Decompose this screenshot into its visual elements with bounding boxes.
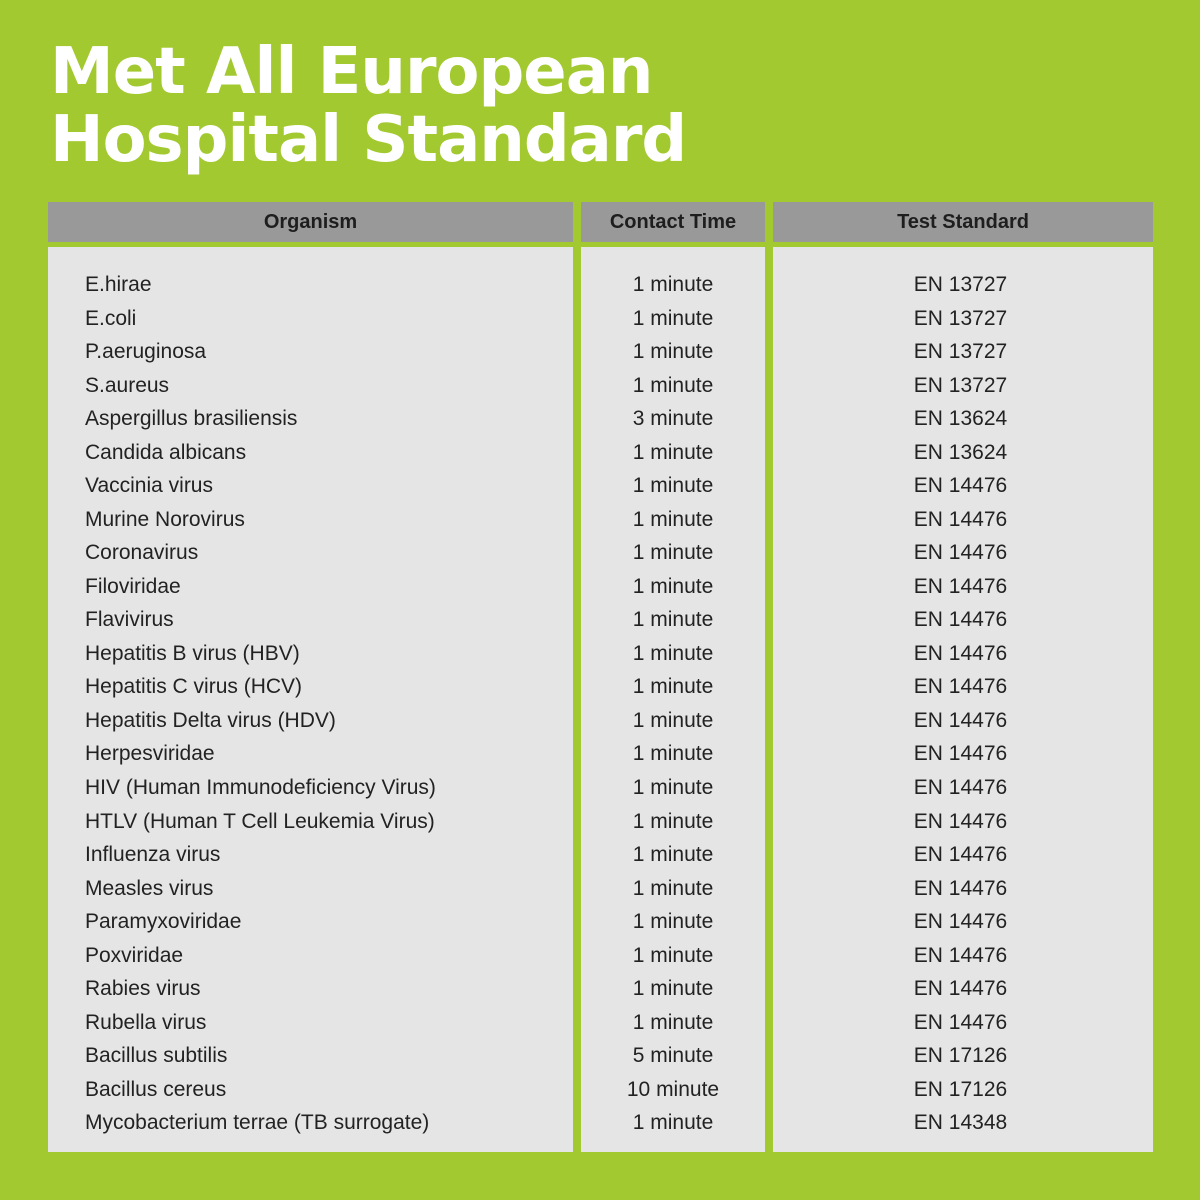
organism-cell: HIV (Human Immunodeficiency Virus) xyxy=(85,775,436,799)
contact-time-cell: 1 minute xyxy=(632,809,714,833)
organism-column xyxy=(48,202,573,1152)
test-standard-cell: EN 14476 xyxy=(913,708,1008,732)
organism-cell: Vaccinia virus xyxy=(85,474,213,498)
contact-time-header: Contact Time xyxy=(581,202,765,242)
contact-time-cell: 1 minute xyxy=(632,373,714,397)
contact-time-cell: 1 minute xyxy=(632,574,714,598)
test-standard-cell: EN 14476 xyxy=(913,977,1008,1001)
contact-time-cell: 1 minute xyxy=(632,273,714,296)
organism-list xyxy=(48,247,573,1152)
organism-cell: Influenza virus xyxy=(85,843,221,867)
contact-time-cell: 1 minute xyxy=(632,641,714,665)
contact-time-cell: 1 minute xyxy=(632,306,714,330)
organism-cell: Aspergillus brasiliensis xyxy=(85,407,298,431)
contact-time-cell: 1 minute xyxy=(632,608,714,632)
contact-time-cell: 1 minute xyxy=(632,1111,714,1135)
test-standard-cell: EN 14476 xyxy=(913,809,1008,833)
contact-time-cell: 1 minute xyxy=(632,675,714,699)
organism-cell: Paramyxoviridae xyxy=(85,910,242,934)
test-standard-cell: EN 14476 xyxy=(913,641,1008,665)
test-standard-cell: EN 17126 xyxy=(913,1044,1008,1068)
contact-time-list xyxy=(581,247,765,1152)
contact-time-cell: 5 minute xyxy=(632,1044,714,1068)
organism-cell: Measles virus xyxy=(85,876,214,900)
organism-header: Organism xyxy=(48,202,573,242)
test-standard-cell: EN 14476 xyxy=(913,507,1008,531)
organism-cell: P.aeruginosa xyxy=(85,340,207,364)
contact-time-cell: 1 minute xyxy=(632,541,714,565)
test-standard-cell: EN 14476 xyxy=(913,843,1008,867)
organism-cell: E.hirae xyxy=(85,273,152,296)
contact-time-cell: 1 minute xyxy=(632,943,714,967)
test-standard-cell: EN 14476 xyxy=(913,910,1008,934)
test-standard-cell: EN 14476 xyxy=(913,608,1008,632)
test-standard-cell: EN 14476 xyxy=(913,775,1008,799)
page-title-line-1: Met All European xyxy=(50,35,653,109)
contact-time-cell: 1 minute xyxy=(632,440,714,464)
organism-cell: Rabies virus xyxy=(85,977,201,1001)
test-standard-cell: EN 14476 xyxy=(913,943,1008,967)
test-standard-cell: EN 14476 xyxy=(913,541,1008,565)
test-standard-cell: EN 14476 xyxy=(913,742,1008,766)
organism-cell: Hepatitis Delta virus (HDV) xyxy=(85,708,336,732)
contact-time-cell: 1 minute xyxy=(632,775,714,799)
organism-cell: Herpesviridae xyxy=(85,742,215,766)
test-standard-list xyxy=(773,247,1153,1152)
test-standard-cell: EN 14476 xyxy=(913,1010,1008,1034)
organism-cell: S.aureus xyxy=(85,373,170,397)
page-title xyxy=(50,35,687,177)
organism-cell: Hepatitis B virus (HBV) xyxy=(85,641,300,665)
organism-cell: Bacillus subtilis xyxy=(85,1044,228,1068)
test-standard-cell: EN 14476 xyxy=(913,876,1008,900)
test-standard-cell: EN 13727 xyxy=(913,340,1008,364)
organism-cell: HTLV (Human T Cell Leukemia Virus) xyxy=(85,809,435,833)
organism-cell: Murine Norovirus xyxy=(85,507,245,531)
test-standard-cell: EN 13624 xyxy=(913,407,1008,431)
test-standard-cell: EN 13727 xyxy=(913,373,1008,397)
organism-cell: E.coli xyxy=(85,306,137,330)
page-title-line-2: Hospital Standard xyxy=(50,103,687,177)
test-standard-cell: EN 14476 xyxy=(913,574,1008,598)
contact-time-cell: 1 minute xyxy=(632,474,714,498)
test-standard-cell: EN 14476 xyxy=(913,675,1008,699)
organism-cell: Candida albicans xyxy=(85,440,247,464)
test-standard-column xyxy=(773,202,1153,1152)
organism-cell: Filoviridae xyxy=(85,574,181,598)
test-standard-cell: EN 13727 xyxy=(913,306,1008,330)
contact-time-cell: 3 minute xyxy=(632,407,714,431)
test-standard-cell: EN 14348 xyxy=(913,1111,1008,1135)
test-standard-header: Test Standard xyxy=(773,202,1153,242)
test-standard-cell: EN 13727 xyxy=(913,273,1008,296)
organism-cell: Mycobacterium terrae (TB surrogate) xyxy=(85,1111,430,1135)
organism-cell: Coronavirus xyxy=(85,541,199,565)
contact-time-cell: 1 minute xyxy=(632,977,714,1001)
contact-time-cell: 1 minute xyxy=(632,1010,714,1034)
contact-time-cell: 1 minute xyxy=(632,340,714,364)
organism-cell: Bacillus cereus xyxy=(85,1077,227,1101)
contact-time-cell: 1 minute xyxy=(632,708,714,732)
organism-cell: Hepatitis C virus (HCV) xyxy=(85,675,303,699)
contact-time-cell: 10 minute xyxy=(626,1077,720,1101)
contact-time-cell: 1 minute xyxy=(632,507,714,531)
organism-cell: Poxviridae xyxy=(85,943,184,967)
contact-time-cell: 1 minute xyxy=(632,876,714,900)
contact-time-cell: 1 minute xyxy=(632,910,714,934)
organism-cell: Rubella virus xyxy=(85,1010,207,1034)
test-standard-cell: EN 17126 xyxy=(913,1077,1008,1101)
test-standard-cell: EN 14476 xyxy=(913,474,1008,498)
contact-time-cell: 1 minute xyxy=(632,843,714,867)
test-standard-cell: EN 13624 xyxy=(913,440,1008,464)
organism-cell: Flavivirus xyxy=(85,608,174,632)
contact-time-column xyxy=(581,202,765,1152)
contact-time-cell: 1 minute xyxy=(632,742,714,766)
